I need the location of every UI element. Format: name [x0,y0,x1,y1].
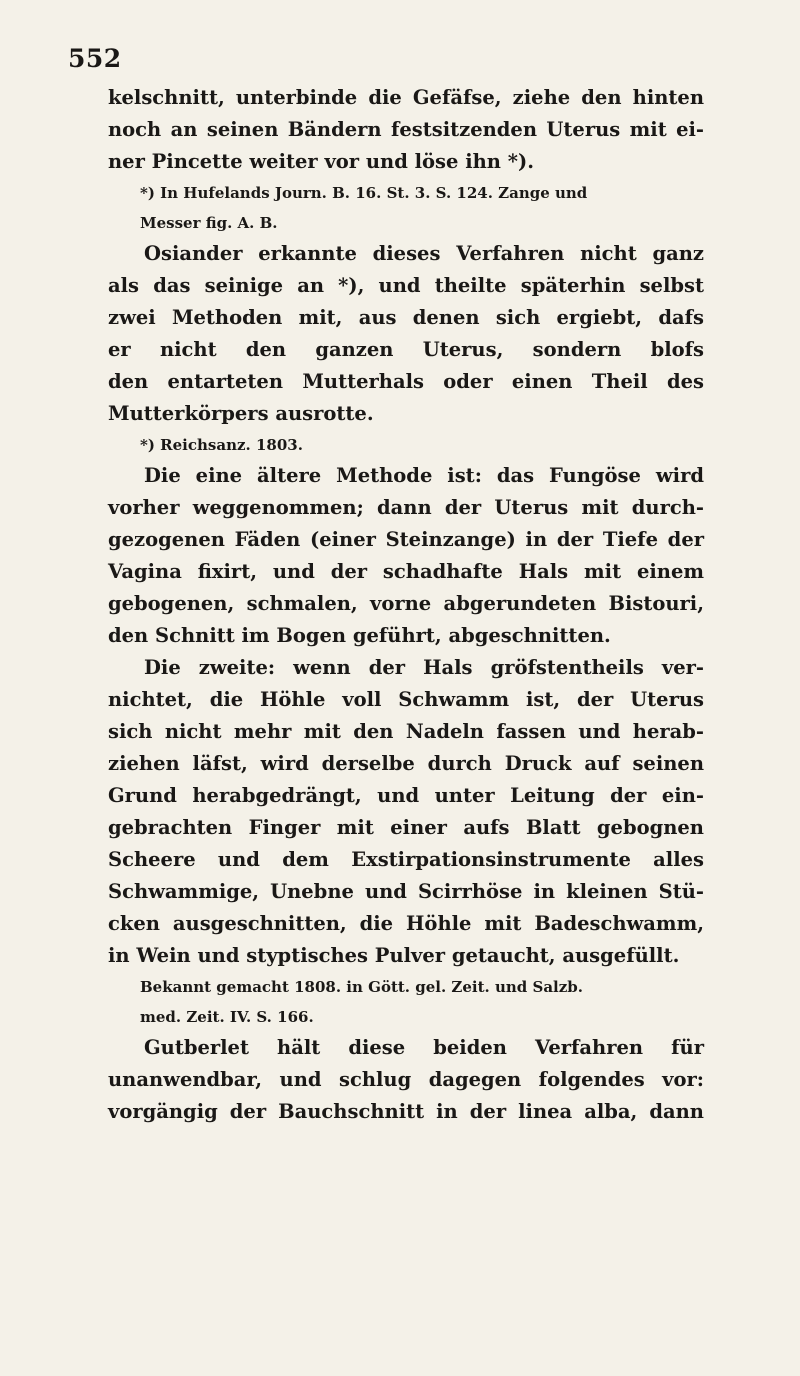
text-line: sich nicht mehr mit den Nadeln fassen und herab- [108,720,704,743]
text-line: vorgängig der Bauchschnitt in der linea alba, dann [108,1100,704,1123]
text-line: gebrachten Finger mit einer aufs Blatt gebognen [108,816,704,839]
text-line: den entarteten Mutterhals oder einen Theil des [108,370,704,393]
text-line: ziehen läfst, wird derselbe durch Druck auf seinen [108,752,704,775]
text-line: Osiander erkannte dieses Verfahren nicht ganz [144,242,704,265]
text-line: er nicht den ganzen Uterus, sondern blofs [108,338,704,361]
text-line: gebogenen, schmalen, vorne abgerundeten Bistouri, [108,592,704,615]
footnote-line: Bekannt gemacht 1808. in Gött. gel. Zeit. und Salzb. [140,978,583,996]
text-line: Die zweite: wenn der Hals gröfstentheils ver- [144,656,704,679]
text-line: ner Pincette weiter vor und löse ihn *). [108,150,534,173]
text-line: cken ausgeschnitten, die Höhle mit Badeschwamm, [108,912,704,935]
footnote-line: *) In Hufelands Journ. B. 16. St. 3. S. 124. Zange und [140,184,588,202]
text-line: in Wein und styptisches Pulver getaucht, ausgefüllt. [108,944,680,967]
text-line: noch an seinen Bändern festsitzenden Uterus mit ei- [108,118,704,141]
footnote-line: *) Reichsanz. 1803. [140,436,303,454]
text-line: Die eine ältere Methode ist: das Fungöse wird [144,464,704,487]
text-line: Mutterkörpers ausrotte. [108,402,374,425]
text-line: Schwammige, Unebne und Scirrhöse in kleinen Stü- [108,880,704,903]
text-line: Vagina fixirt, und der schadhafte Hals mit einem [108,560,704,583]
text-body [108,82,704,1128]
text-line: Grund herabgedrängt, und unter Leitung der ein- [108,784,704,807]
text-line: Scheere und dem Exstirpationsinstrumente alles [108,848,704,871]
footnote-line: Messer fig. A. B. [140,214,278,232]
text-line: nichtet, die Höhle voll Schwamm ist, der Uterus [108,688,704,711]
text-line: vorher weggenommen; dann der Uterus mit durch- [108,496,704,519]
text-line: zwei Methoden mit, aus denen sich ergiebt, dafs [108,306,704,329]
text-line: gezogenen Fäden (einer Steinzange) in der Tiefe der [108,528,704,551]
text-line: unanwendbar, und schlug dagegen folgendes vor: [108,1068,704,1091]
text-line: den Schnitt im Bogen geführt, abgeschnitten. [108,624,611,647]
text-line: kelschnitt, unterbinde die Gefäfse, ziehe den hinten [108,86,704,109]
page-number: 552 [68,44,122,73]
text-line: als das seinige an *), und theilte späterhin selbst [108,274,704,297]
footnote-line: med. Zeit. IV. S. 166. [140,1008,314,1026]
text-line: Gutberlet hält diese beiden Verfahren für [144,1036,704,1059]
